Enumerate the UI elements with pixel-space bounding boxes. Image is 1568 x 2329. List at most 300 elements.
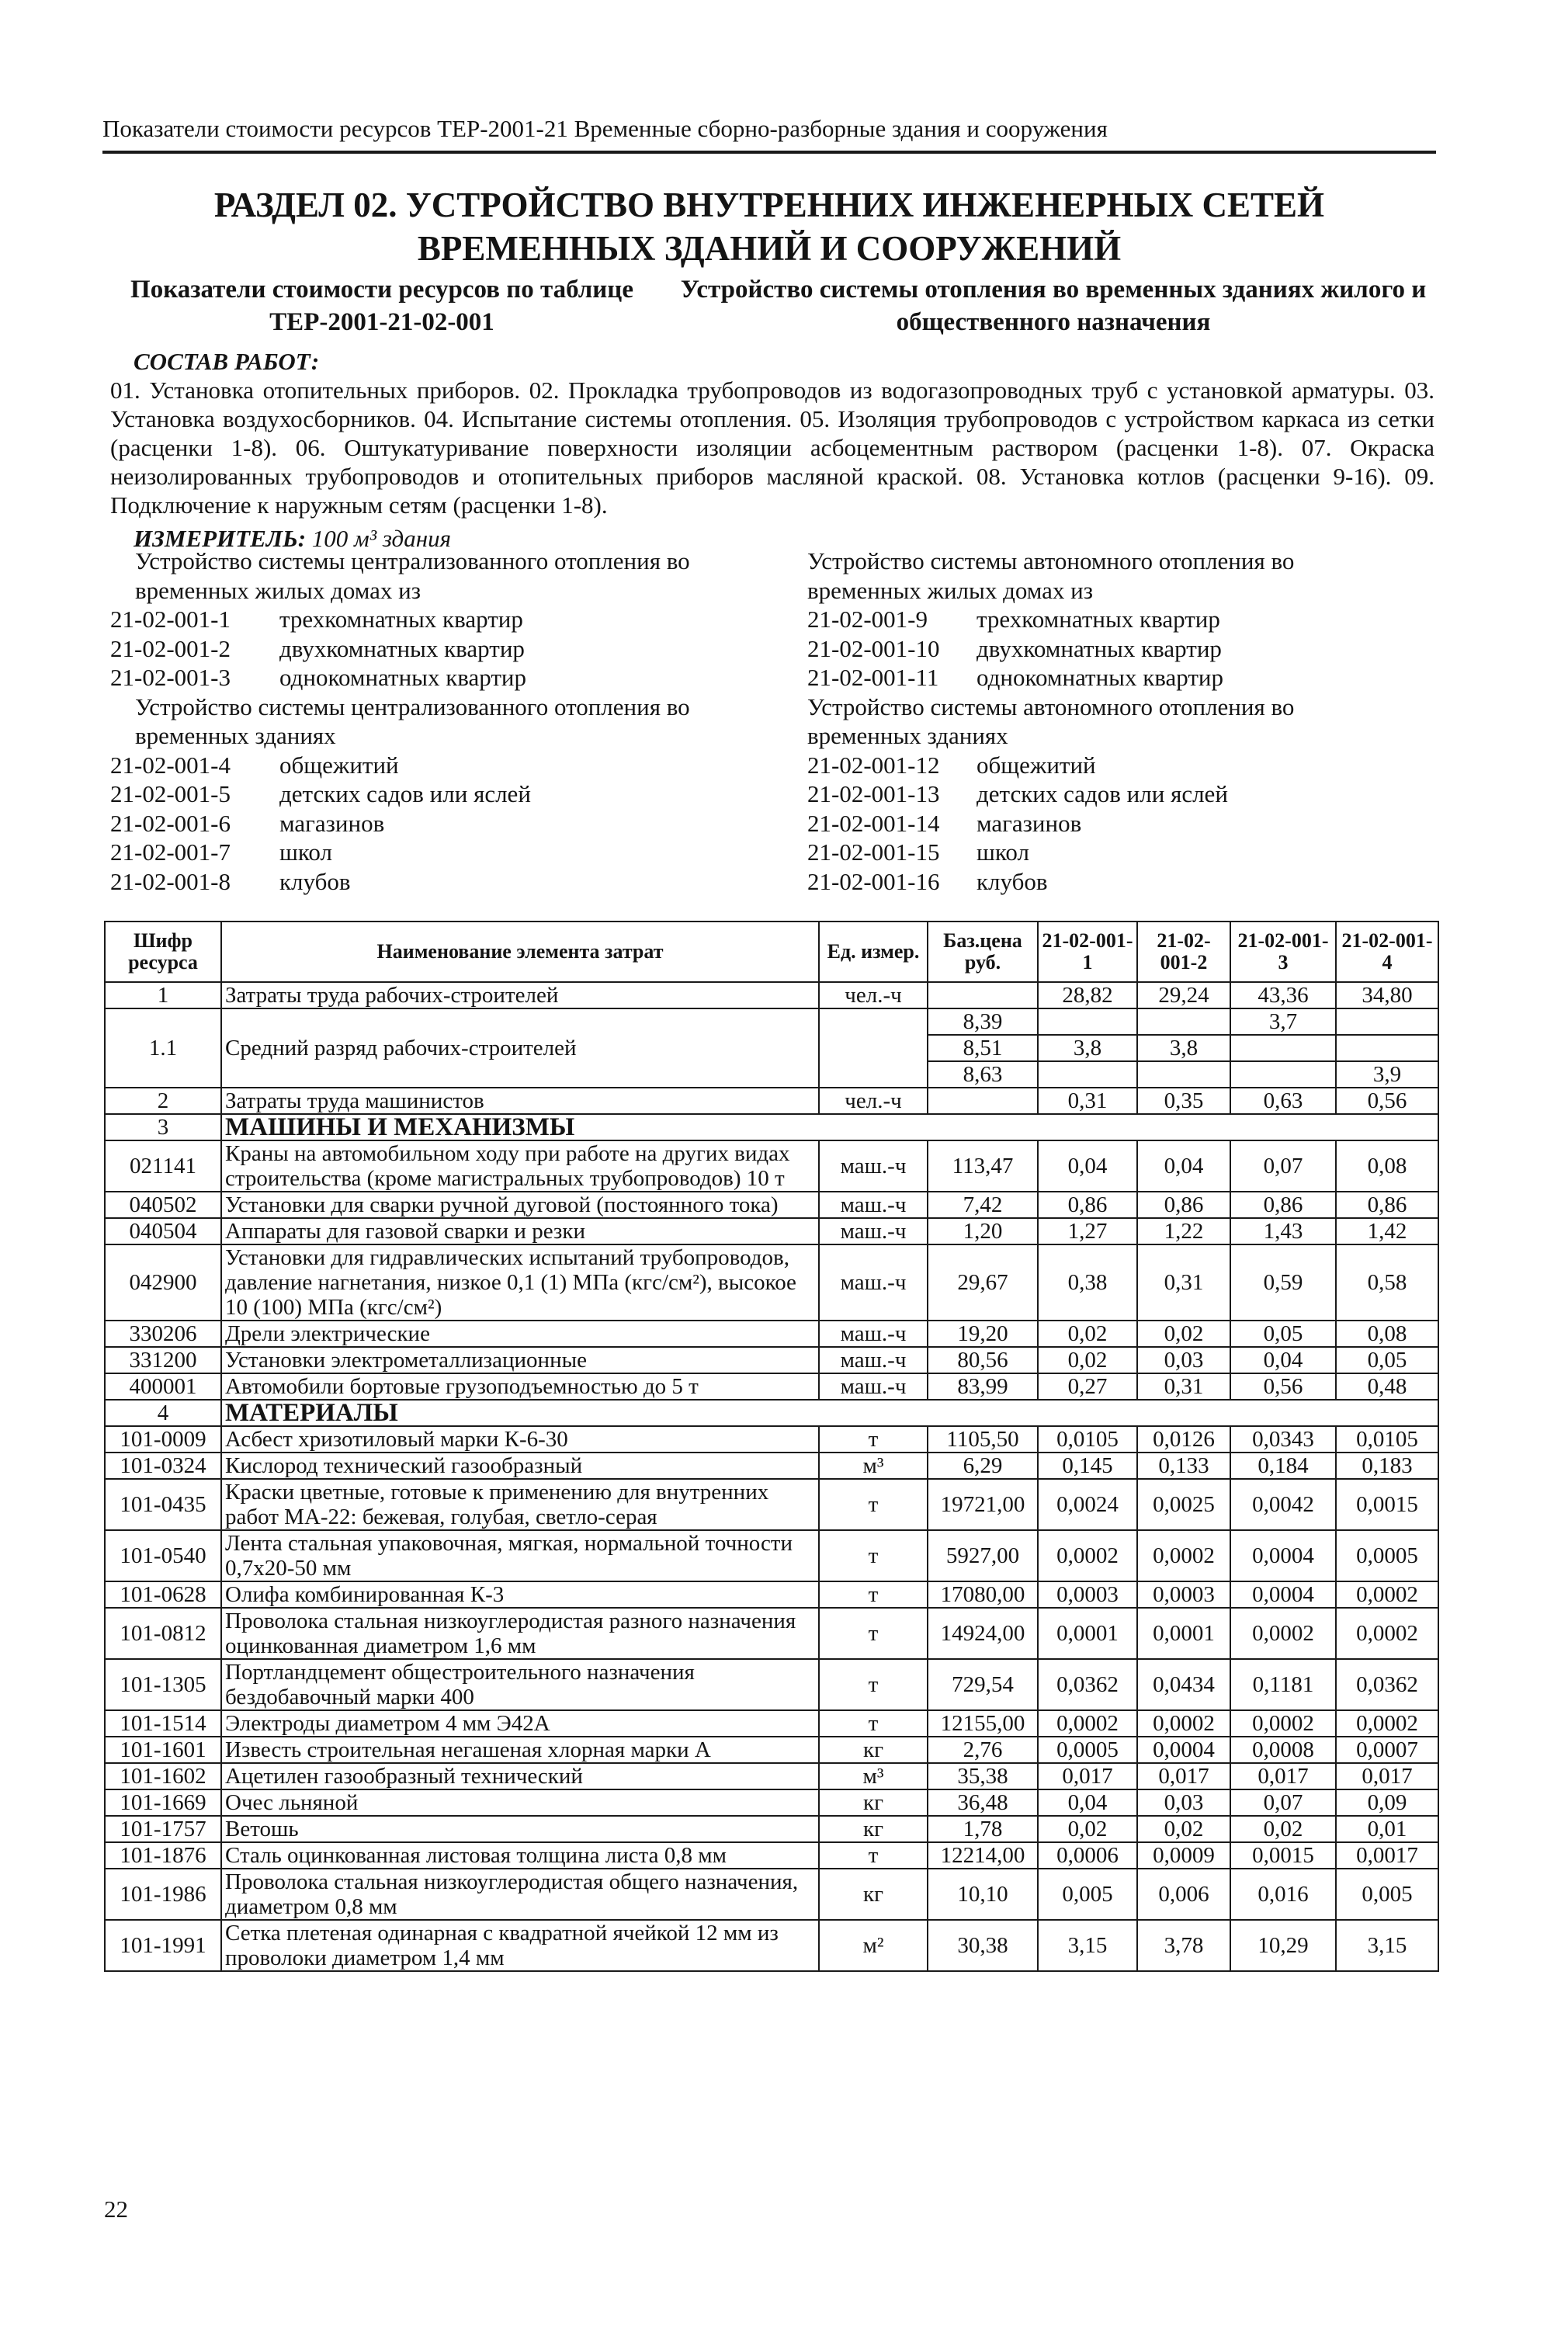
table-row bbox=[105, 1244, 1438, 1321]
resource-code: 040504 bbox=[105, 1218, 221, 1244]
work-composition-text: 01. Установка отопительных приборов. 02. Прокладка трубопроводов из водогазопроводных труб с установкой арматуры. 03. Установка воздухосборников. 04. Испытание системы отопления. 05. Изоляция трубопроводов с устройством каркаса из сетки (расценки 1-8). 06. Оштукатуривание поверхности изоляции асбоцементным раствором (расценки 1-8). 07. Окраска неизолированных трубопроводов и отопительных приборов масляной краской. 08. Установка котлов (расценки 9-16). 09. Подключение к наружным сетям (расценки 1-8). bbox=[110, 377, 1434, 519]
rate-code: 21-02-001-7 bbox=[110, 838, 231, 866]
rates-right-group1 bbox=[807, 605, 1444, 692]
rate-value-2: 0,0004 bbox=[1137, 1737, 1230, 1763]
rate-value-3: 3,7 bbox=[1230, 1008, 1336, 1035]
rate-item bbox=[110, 634, 747, 664]
rate-value-3: 0,86 bbox=[1230, 1192, 1336, 1218]
rate-value-3: 0,56 bbox=[1230, 1373, 1336, 1400]
resource-unit: м³ bbox=[819, 1763, 928, 1789]
rate-value-2: 0,0001 bbox=[1137, 1608, 1230, 1659]
table-row bbox=[105, 1218, 1438, 1244]
rate-name: однокомнатных квартир bbox=[977, 664, 1224, 691]
rate-value-2: 3,8 bbox=[1137, 1035, 1230, 1061]
resource-name: Портландцемент общестроительного назначения бездобавочный марки 400 bbox=[221, 1659, 819, 1710]
rate-code: 21-02-001-11 bbox=[807, 664, 939, 691]
resource-unit: т bbox=[819, 1659, 928, 1710]
base-price bbox=[928, 982, 1038, 1008]
rate-item bbox=[110, 867, 747, 897]
table-row bbox=[105, 1737, 1438, 1763]
section-heading: МАТЕРИАЛЫ bbox=[221, 1400, 1438, 1426]
resource-code: 101-0812 bbox=[105, 1608, 221, 1659]
rate-name: однокомнатных квартир bbox=[279, 664, 527, 691]
rate-value-1: 0,0362 bbox=[1038, 1659, 1137, 1710]
rate-value-3: 0,017 bbox=[1230, 1763, 1336, 1789]
rate-value-4: 0,0015 bbox=[1336, 1479, 1438, 1530]
rate-value-2: 0,0025 bbox=[1137, 1479, 1230, 1530]
rate-code: 21-02-001-13 bbox=[807, 780, 940, 807]
rate-value-2: 0,006 bbox=[1137, 1869, 1230, 1920]
rate-code: 21-02-001-5 bbox=[110, 780, 231, 807]
rate-value-4: 0,005 bbox=[1336, 1869, 1438, 1920]
resource-name: Сталь оцинкованная листовая толщина листа 0,8 мм bbox=[221, 1842, 819, 1869]
rate-value-1: 0,02 bbox=[1038, 1347, 1137, 1373]
resource-name: Аппараты для газовой сварки и резки bbox=[221, 1218, 819, 1244]
rate-name: детских садов или яслей bbox=[977, 780, 1228, 807]
table-row bbox=[105, 1659, 1438, 1710]
rate-item bbox=[110, 809, 747, 838]
resources-table bbox=[104, 921, 1439, 1972]
rate-code: 21-02-001-3 bbox=[110, 664, 231, 691]
rate-value-3: 0,1181 bbox=[1230, 1659, 1336, 1710]
rate-value-3: 10,29 bbox=[1230, 1920, 1336, 1971]
resource-code: 101-0324 bbox=[105, 1453, 221, 1479]
rate-value-4: 0,0005 bbox=[1336, 1530, 1438, 1581]
resource-code: 101-1757 bbox=[105, 1816, 221, 1842]
rate-value-4: 3,15 bbox=[1336, 1920, 1438, 1971]
base-price: 8,51 bbox=[928, 1035, 1038, 1061]
rate-name: трехкомнатных квартир bbox=[279, 606, 523, 633]
rate-value-2: 0,0009 bbox=[1137, 1842, 1230, 1869]
resource-code: 101-0435 bbox=[105, 1479, 221, 1530]
rate-item bbox=[807, 838, 1444, 867]
resource-unit: т bbox=[819, 1479, 928, 1530]
rate-value-4: 0,0002 bbox=[1336, 1581, 1438, 1608]
rate-value-4 bbox=[1336, 1008, 1438, 1035]
table-row bbox=[105, 1321, 1438, 1347]
resource-code: 101-1991 bbox=[105, 1920, 221, 1971]
rate-value-1: 0,38 bbox=[1038, 1244, 1137, 1321]
resource-name: Установки электрометаллизационные bbox=[221, 1347, 819, 1373]
rate-value-1: 0,04 bbox=[1038, 1140, 1137, 1192]
base-price: 36,48 bbox=[928, 1789, 1038, 1816]
rate-value-3: 0,02 bbox=[1230, 1816, 1336, 1842]
rate-value-4: 0,08 bbox=[1336, 1321, 1438, 1347]
resource-name: Краны на автомобильном ходу при работе на других видах строительства (кроме магистральных трубопроводов) 10 т bbox=[221, 1140, 819, 1192]
rate-value-1: 0,04 bbox=[1038, 1789, 1137, 1816]
rate-value-3 bbox=[1230, 1035, 1336, 1061]
rate-value-4: 1,42 bbox=[1336, 1218, 1438, 1244]
rate-value-3: 1,43 bbox=[1230, 1218, 1336, 1244]
rate-name: общежитий bbox=[977, 751, 1096, 779]
resource-unit: т bbox=[819, 1530, 928, 1581]
resource-code: 101-1602 bbox=[105, 1763, 221, 1789]
work-composition-label: СОСТАВ РАБОТ: bbox=[134, 348, 320, 375]
rate-value-3: 0,05 bbox=[1230, 1321, 1336, 1347]
table-row bbox=[105, 1816, 1438, 1842]
resource-unit: т bbox=[819, 1426, 928, 1453]
resource-code: 042900 bbox=[105, 1244, 221, 1321]
rate-value-1: 28,82 bbox=[1038, 982, 1137, 1008]
col-header-name: Наименование элемента затрат bbox=[221, 922, 819, 982]
resource-code: 101-1601 bbox=[105, 1737, 221, 1763]
rate-code: 21-02-001-15 bbox=[807, 838, 940, 866]
rate-value-1: 0,005 bbox=[1038, 1869, 1137, 1920]
base-price: 8,63 bbox=[928, 1061, 1038, 1088]
resource-unit: маш.-ч bbox=[819, 1347, 928, 1373]
col-header-code: Шифр ресурса bbox=[105, 922, 221, 982]
rate-name: общежитий bbox=[279, 751, 399, 779]
base-price bbox=[928, 1088, 1038, 1114]
base-price: 80,56 bbox=[928, 1347, 1038, 1373]
rate-item bbox=[110, 751, 747, 780]
resource-name: Проволока стальная низкоуглеродистая разного назначения оцинкованная диаметром 1,6 мм bbox=[221, 1608, 819, 1659]
table-row bbox=[105, 1140, 1438, 1192]
table-row bbox=[105, 1763, 1438, 1789]
rate-code: 21-02-001-14 bbox=[807, 809, 940, 837]
base-price: 6,29 bbox=[928, 1453, 1038, 1479]
rate-value-4: 0,017 bbox=[1336, 1763, 1438, 1789]
running-header: Показатели стоимости ресурсов ТЕР-2001-21 Временные сборно-разборные здания и сооружения bbox=[102, 115, 1108, 142]
resource-name: Затраты труда рабочих-строителей bbox=[221, 982, 819, 1008]
rate-value-2: 0,133 bbox=[1137, 1453, 1230, 1479]
rate-item bbox=[110, 838, 747, 867]
rate-value-1 bbox=[1038, 1061, 1137, 1088]
table-row bbox=[105, 1869, 1438, 1920]
table-row bbox=[105, 1192, 1438, 1218]
resource-unit: маш.-ч bbox=[819, 1192, 928, 1218]
rate-value-3: 0,0008 bbox=[1230, 1737, 1336, 1763]
base-price: 1,20 bbox=[928, 1218, 1038, 1244]
rate-value-3: 0,0002 bbox=[1230, 1608, 1336, 1659]
measure-value: 100 м³ здания bbox=[311, 525, 452, 552]
resource-unit: т bbox=[819, 1842, 928, 1869]
resource-name: Электроды диаметром 4 мм Э42А bbox=[221, 1710, 819, 1737]
base-price: 5927,00 bbox=[928, 1530, 1038, 1581]
base-price: 10,10 bbox=[928, 1869, 1038, 1920]
resource-unit: т bbox=[819, 1608, 928, 1659]
rate-value-3: 0,59 bbox=[1230, 1244, 1336, 1321]
rate-code: 21-02-001-12 bbox=[807, 751, 940, 779]
rates-left-group2 bbox=[110, 751, 747, 897]
rate-value-3: 0,0002 bbox=[1230, 1710, 1336, 1737]
resource-code: 101-0628 bbox=[105, 1581, 221, 1608]
rate-value-2: 29,24 bbox=[1137, 982, 1230, 1008]
header-rule bbox=[102, 151, 1436, 154]
rate-name: магазинов bbox=[977, 809, 1082, 837]
rate-item bbox=[807, 634, 1444, 664]
resource-unit: кг bbox=[819, 1737, 928, 1763]
rate-value-2: 0,31 bbox=[1137, 1373, 1230, 1400]
page-number: 22 bbox=[104, 2195, 128, 2223]
resource-code: 331200 bbox=[105, 1347, 221, 1373]
resource-code: 040502 bbox=[105, 1192, 221, 1218]
rate-value-1: 3,15 bbox=[1038, 1920, 1137, 1971]
rate-code: 21-02-001-9 bbox=[807, 606, 928, 633]
rate-item bbox=[807, 751, 1444, 780]
table-row bbox=[105, 1453, 1438, 1479]
rate-name: клубов bbox=[977, 867, 1048, 895]
rate-value-2: 0,35 bbox=[1137, 1088, 1230, 1114]
table-row bbox=[105, 1088, 1438, 1114]
rate-code: 21-02-001-8 bbox=[110, 867, 231, 895]
table-row bbox=[105, 982, 1438, 1008]
resource-code: 101-1305 bbox=[105, 1659, 221, 1710]
col-header-rate3: 21-02-001-3 bbox=[1230, 922, 1336, 982]
table-subject: Устройство системы отопления во временных зданиях жилого и общественного назначения bbox=[680, 276, 1427, 336]
rate-value-1 bbox=[1038, 1008, 1137, 1035]
resource-unit: м³ bbox=[819, 1453, 928, 1479]
rate-item bbox=[807, 809, 1444, 838]
rate-value-2: 0,02 bbox=[1137, 1816, 1230, 1842]
resource-code: 101-1514 bbox=[105, 1710, 221, 1737]
resource-name: Краски цветные, готовые к применению для внутренних работ МА-22: бежевая, голубая, светло-серая bbox=[221, 1479, 819, 1530]
base-price: 35,38 bbox=[928, 1763, 1038, 1789]
rate-value-1: 0,02 bbox=[1038, 1816, 1137, 1842]
table-row bbox=[105, 1842, 1438, 1869]
resource-unit: маш.-ч bbox=[819, 1321, 928, 1347]
base-price: 14924,00 bbox=[928, 1608, 1038, 1659]
rate-item bbox=[110, 605, 747, 634]
rate-item bbox=[807, 779, 1444, 809]
rate-value-4: 0,08 bbox=[1336, 1140, 1438, 1192]
base-price: 2,76 bbox=[928, 1737, 1038, 1763]
base-price: 83,99 bbox=[928, 1373, 1038, 1400]
resource-code: 330206 bbox=[105, 1321, 221, 1347]
table-row bbox=[105, 1530, 1438, 1581]
rate-value-1: 0,0001 bbox=[1038, 1608, 1137, 1659]
rate-value-1: 0,0024 bbox=[1038, 1479, 1137, 1530]
rate-value-3 bbox=[1230, 1061, 1336, 1088]
table-row bbox=[105, 1426, 1438, 1453]
rate-value-4: 0,0002 bbox=[1336, 1608, 1438, 1659]
resource-name: Проволока стальная низкоуглеродистая общего назначения, диаметром 0,8 мм bbox=[221, 1869, 819, 1920]
rate-value-1: 0,0002 bbox=[1038, 1530, 1137, 1581]
rate-value-1: 0,0005 bbox=[1038, 1737, 1137, 1763]
rate-value-3: 0,04 bbox=[1230, 1347, 1336, 1373]
rate-name: двухкомнатных квартир bbox=[977, 634, 1222, 662]
resource-unit: кг bbox=[819, 1789, 928, 1816]
table-row bbox=[105, 1920, 1438, 1971]
rate-value-1: 3,8 bbox=[1038, 1035, 1137, 1061]
rate-value-4: 0,0002 bbox=[1336, 1710, 1438, 1737]
rate-value-4: 0,01 bbox=[1336, 1816, 1438, 1842]
rate-name: трехкомнатных квартир bbox=[977, 606, 1220, 633]
rate-value-3: 0,0343 bbox=[1230, 1426, 1336, 1453]
rate-value-2: 0,0126 bbox=[1137, 1426, 1230, 1453]
resource-name: Ацетилен газообразный технический bbox=[221, 1763, 819, 1789]
rate-value-4: 0,48 bbox=[1336, 1373, 1438, 1400]
rate-name: клубов bbox=[279, 867, 351, 895]
rate-value-1: 0,02 bbox=[1038, 1321, 1137, 1347]
rate-value-2: 0,0434 bbox=[1137, 1659, 1230, 1710]
rate-value-1: 0,27 bbox=[1038, 1373, 1137, 1400]
col-header-rate1: 21-02-001-1 bbox=[1038, 922, 1137, 982]
resource-code: 101-0009 bbox=[105, 1426, 221, 1453]
rate-value-1: 0,145 bbox=[1038, 1453, 1137, 1479]
table-reference: Показатели стоимости ресурсов по таблице ТЕР-2001-21-02-001 bbox=[130, 276, 633, 336]
resource-name: Лента стальная упаковочная, мягкая, нормальной точности 0,7х20-50 мм bbox=[221, 1530, 819, 1581]
base-price: 113,47 bbox=[928, 1140, 1038, 1192]
rate-name: магазинов bbox=[279, 809, 385, 837]
resource-unit: м² bbox=[819, 1920, 928, 1971]
section-title-line1: РАЗДЕЛ 02. УСТРОЙСТВО ВНУТРЕННИХ ИНЖЕНЕРНЫХ СЕТЕЙ bbox=[213, 186, 1325, 224]
rate-value-2: 0,03 bbox=[1137, 1789, 1230, 1816]
rate-value-4 bbox=[1336, 1035, 1438, 1061]
table-row bbox=[105, 1608, 1438, 1659]
rate-value-4: 0,58 bbox=[1336, 1244, 1438, 1321]
base-price: 19721,00 bbox=[928, 1479, 1038, 1530]
rate-value-4: 0,86 bbox=[1336, 1192, 1438, 1218]
rate-value-4: 34,80 bbox=[1336, 982, 1438, 1008]
rates-right-column bbox=[807, 547, 1444, 896]
rate-item bbox=[110, 663, 747, 692]
rate-name: школ bbox=[279, 838, 332, 866]
rate-value-2: 0,0002 bbox=[1137, 1710, 1230, 1737]
resource-unit: маш.-ч bbox=[819, 1140, 928, 1192]
rate-value-3: 0,0015 bbox=[1230, 1842, 1336, 1869]
rate-value-4: 0,183 bbox=[1336, 1453, 1438, 1479]
rate-value-3: 0,184 bbox=[1230, 1453, 1336, 1479]
resource-name: Установки для гидравлических испытаний трубопроводов, давление нагнетания, низкое 0,1 (1) МПа (кгс/см²), высокое 10 (100) МПа (кгс/см²) bbox=[221, 1244, 819, 1321]
base-price: 1105,50 bbox=[928, 1426, 1038, 1453]
rate-code: 21-02-001-10 bbox=[807, 634, 940, 662]
rate-value-3: 0,07 bbox=[1230, 1140, 1336, 1192]
rate-value-1: 0,0105 bbox=[1038, 1426, 1137, 1453]
col-header-rate2: 21-02-001-2 bbox=[1137, 922, 1230, 982]
base-price: 12155,00 bbox=[928, 1710, 1038, 1737]
table-row bbox=[105, 1479, 1438, 1530]
resource-name: Олифа комбинированная К-3 bbox=[221, 1581, 819, 1608]
rate-item bbox=[807, 663, 1444, 692]
resource-unit: т bbox=[819, 1710, 928, 1737]
rate-value-3: 0,63 bbox=[1230, 1088, 1336, 1114]
table-header-row bbox=[105, 922, 1438, 982]
rate-value-3: 0,0004 bbox=[1230, 1530, 1336, 1581]
section-code: 4 bbox=[105, 1400, 221, 1426]
base-price: 1,78 bbox=[928, 1816, 1038, 1842]
base-price: 8,39 bbox=[928, 1008, 1038, 1035]
resource-unit: чел.-ч bbox=[819, 1088, 928, 1114]
table-row bbox=[105, 1008, 1438, 1035]
resource-unit: кг bbox=[819, 1816, 928, 1842]
col-header-unit: Ед. измер. bbox=[819, 922, 928, 982]
rate-value-3: 0,07 bbox=[1230, 1789, 1336, 1816]
resource-code: 101-1669 bbox=[105, 1789, 221, 1816]
rate-value-2: 0,31 bbox=[1137, 1244, 1230, 1321]
base-price: 19,20 bbox=[928, 1321, 1038, 1347]
rate-value-2: 0,017 bbox=[1137, 1763, 1230, 1789]
rate-name: школ bbox=[977, 838, 1029, 866]
rate-value-1: 0,0006 bbox=[1038, 1842, 1137, 1869]
resource-code: 1.1 bbox=[105, 1008, 221, 1088]
resource-name: Автомобили бортовые грузоподъемностью до 5 т bbox=[221, 1373, 819, 1400]
rate-value-2 bbox=[1137, 1061, 1230, 1088]
rate-value-4: 0,0017 bbox=[1336, 1842, 1438, 1869]
resource-code: 021141 bbox=[105, 1140, 221, 1192]
section-title bbox=[102, 183, 1436, 270]
rate-value-2 bbox=[1137, 1008, 1230, 1035]
col-header-price: Баз.цена руб. bbox=[928, 922, 1038, 982]
resource-unit: маш.-ч bbox=[819, 1373, 928, 1400]
rates-right-heading2: Устройство системы автономного отопления во временных зданиях bbox=[807, 692, 1295, 749]
rate-name: детских садов или яслей bbox=[279, 780, 531, 807]
resource-name: Известь строительная негашеная хлорная марки А bbox=[221, 1737, 819, 1763]
rate-value-2: 0,04 bbox=[1137, 1140, 1230, 1192]
rate-value-2: 1,22 bbox=[1137, 1218, 1230, 1244]
rate-value-2: 0,02 bbox=[1137, 1321, 1230, 1347]
col-header-rate4: 21-02-001-4 bbox=[1336, 922, 1438, 982]
resource-code: 400001 bbox=[105, 1373, 221, 1400]
rate-item bbox=[110, 779, 747, 809]
rate-value-1: 0,86 bbox=[1038, 1192, 1137, 1218]
rate-value-1: 0,017 bbox=[1038, 1763, 1137, 1789]
resource-name: Асбест хризотиловый марки К-6-30 bbox=[221, 1426, 819, 1453]
resource-unit: чел.-ч bbox=[819, 982, 928, 1008]
rates-left-group1 bbox=[110, 605, 747, 692]
resource-code: 101-0540 bbox=[105, 1530, 221, 1581]
resource-name: Ветошь bbox=[221, 1816, 819, 1842]
resource-name: Затраты труда машинистов bbox=[221, 1088, 819, 1114]
table-row bbox=[105, 1789, 1438, 1816]
resource-code: 101-1876 bbox=[105, 1842, 221, 1869]
section-code: 3 bbox=[105, 1114, 221, 1140]
rate-value-2: 0,0003 bbox=[1137, 1581, 1230, 1608]
rate-value-4: 0,0105 bbox=[1336, 1426, 1438, 1453]
rate-value-2: 3,78 bbox=[1137, 1920, 1230, 1971]
resource-code: 1 bbox=[105, 982, 221, 1008]
resource-code: 101-1986 bbox=[105, 1869, 221, 1920]
rate-name: двухкомнатных квартир bbox=[279, 634, 525, 662]
resource-name: Сетка плетеная одинарная с квадратной ячейкой 12 мм из проволоки диаметром 1,4 мм bbox=[221, 1920, 819, 1971]
resource-name: Очес льняной bbox=[221, 1789, 819, 1816]
base-price: 30,38 bbox=[928, 1920, 1038, 1971]
rate-value-3: 43,36 bbox=[1230, 982, 1336, 1008]
base-price: 7,42 bbox=[928, 1192, 1038, 1218]
rate-value-4: 0,05 bbox=[1336, 1347, 1438, 1373]
rate-code: 21-02-001-4 bbox=[110, 751, 231, 779]
table-row bbox=[105, 1373, 1438, 1400]
resource-unit: маш.-ч bbox=[819, 1218, 928, 1244]
measure-label: ИЗМЕРИТЕЛЬ: bbox=[134, 525, 307, 552]
rates-left-heading1: Устройство системы централизованного отопления во временных жилых домах из bbox=[135, 547, 690, 604]
resource-name: Установки для сварки ручной дуговой (постоянного тока) bbox=[221, 1192, 819, 1218]
section-heading: МАШИНЫ И МЕХАНИЗМЫ bbox=[221, 1114, 1438, 1140]
table-row bbox=[105, 1114, 1438, 1140]
table-row bbox=[105, 1400, 1438, 1426]
rate-value-3: 0,0042 bbox=[1230, 1479, 1336, 1530]
resource-unit: кг bbox=[819, 1869, 928, 1920]
rate-code: 21-02-001-16 bbox=[807, 867, 940, 895]
section-title-line2: ВРЕМЕННЫХ ЗДАНИЙ И СООРУЖЕНИЙ bbox=[417, 229, 1122, 268]
rate-value-1: 1,27 bbox=[1038, 1218, 1137, 1244]
rate-item bbox=[807, 867, 1444, 897]
rate-value-1: 0,0002 bbox=[1038, 1710, 1137, 1737]
resource-unit: маш.-ч bbox=[819, 1244, 928, 1321]
rate-value-4: 0,56 bbox=[1336, 1088, 1438, 1114]
resource-name: Средний разряд рабочих-строителей bbox=[221, 1008, 819, 1088]
base-price: 12214,00 bbox=[928, 1842, 1038, 1869]
base-price: 729,54 bbox=[928, 1659, 1038, 1710]
rate-value-1: 0,31 bbox=[1038, 1088, 1137, 1114]
table-row bbox=[105, 1581, 1438, 1608]
table-row bbox=[105, 1347, 1438, 1373]
rate-value-4: 3,9 bbox=[1336, 1061, 1438, 1088]
rate-code: 21-02-001-1 bbox=[110, 606, 231, 633]
rate-item bbox=[807, 605, 1444, 634]
rate-code: 21-02-001-2 bbox=[110, 634, 231, 662]
resource-name: Дрели электрические bbox=[221, 1321, 819, 1347]
